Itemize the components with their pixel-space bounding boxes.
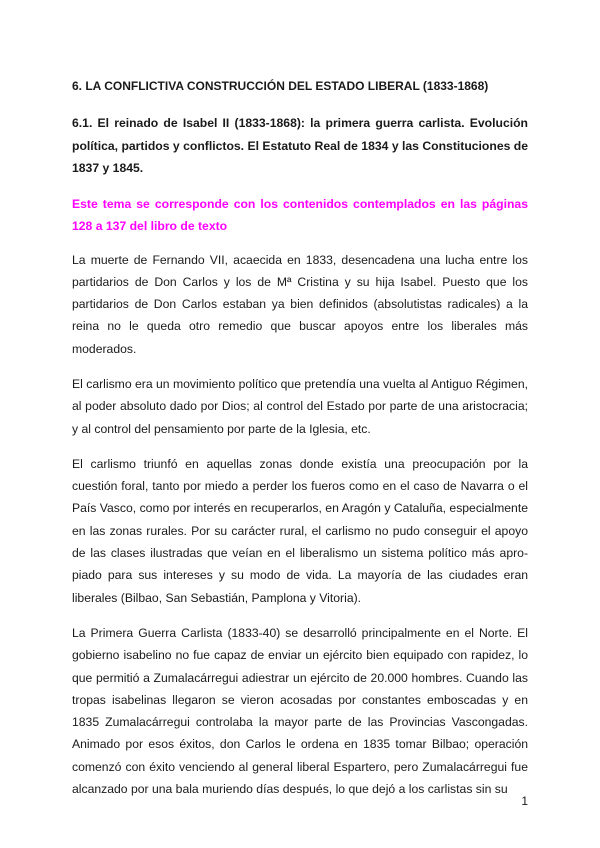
paragraph: El carlismo triunfó en aquellas zonas donde existía una preocupación por la cuestión foral, tanto por miedo a perder los fueros como en el caso de Navarra o el País Vasco, como por interés en recuperarlos, en Aragón y Cataluña, especialmente en las zonas rurales. Por su carácter rural, el carlismo no pudo conseguir el apoyo de las clases ilustradas que veían en el liberalismo un sistema político más apro-piado para sus intereses y su modo de vida. La mayoría de las ciudades eran liberales (Bilbao, San Sebastián, Pamplona y Vitoria). — [72, 456, 528, 605]
section-heading: 6.1. El reinado de Isabel II (1833-1868): la primera guerra carlista. Evolución política, partidos y conflictos. El Estatuto Real de 1834 y las Constituciones de 1837 y 1845. — [72, 116, 528, 175]
document-page — [72, 78, 528, 813]
document-title: 6. LA CONFLICTIVA CONSTRUCCIÓN DEL ESTADO LIBERAL (1833-1868) — [72, 79, 489, 93]
textbook-note: Este tema se corresponde con los contenidos contemplados en las páginas 128 a 137 del libro de texto — [72, 196, 528, 233]
paragraph: La muerte de Fernando VII, acaecida en 1833, desencadena una lucha entre los partidarios de Don Carlos y los de Mª Cristina y su hija Isabel. Puesto que los partidarios de Don Carlos estaban ya bien definidos (absolutistas radicales) a la reina no le queda otro remedio que buscar apoyos entre los liberales más moderados. — [72, 252, 528, 356]
paragraph: La Primera Guerra Carlista (1833-40) se desarrolló principalmente en el Norte. El gobierno isabelino no fue capaz de enviar un ejército bien equipado con rapidez, lo que permitió a Zumalacárregui adiestrar un ejército de 20.000 hombres. Cuando las tropas isabelinas llegaron se vieron acosadas por constantes emboscadas y en 1835 Zumalacárregui controlaba la mayor parte de las Provincias Vascongadas. Animado por esos éxitos, don Carlos le ordena en 1835 tomar Bilbao; operación comenzó con éxito venciendo al general liberal Espartero, pero Zumalacárregui fue alcanzado por una bala muriendo días después, lo que dejó a los carlistas sin su — [72, 625, 528, 797]
page-number: 1 — [521, 794, 528, 808]
paragraph: El carlismo era un movimiento político que pretendía una vuelta al Antiguo Régimen, al poder absoluto dado por Dios; al control del Estado por parte de una aristocracia; y al control del pensamiento por parte de la Iglesia, etc. — [72, 376, 528, 436]
